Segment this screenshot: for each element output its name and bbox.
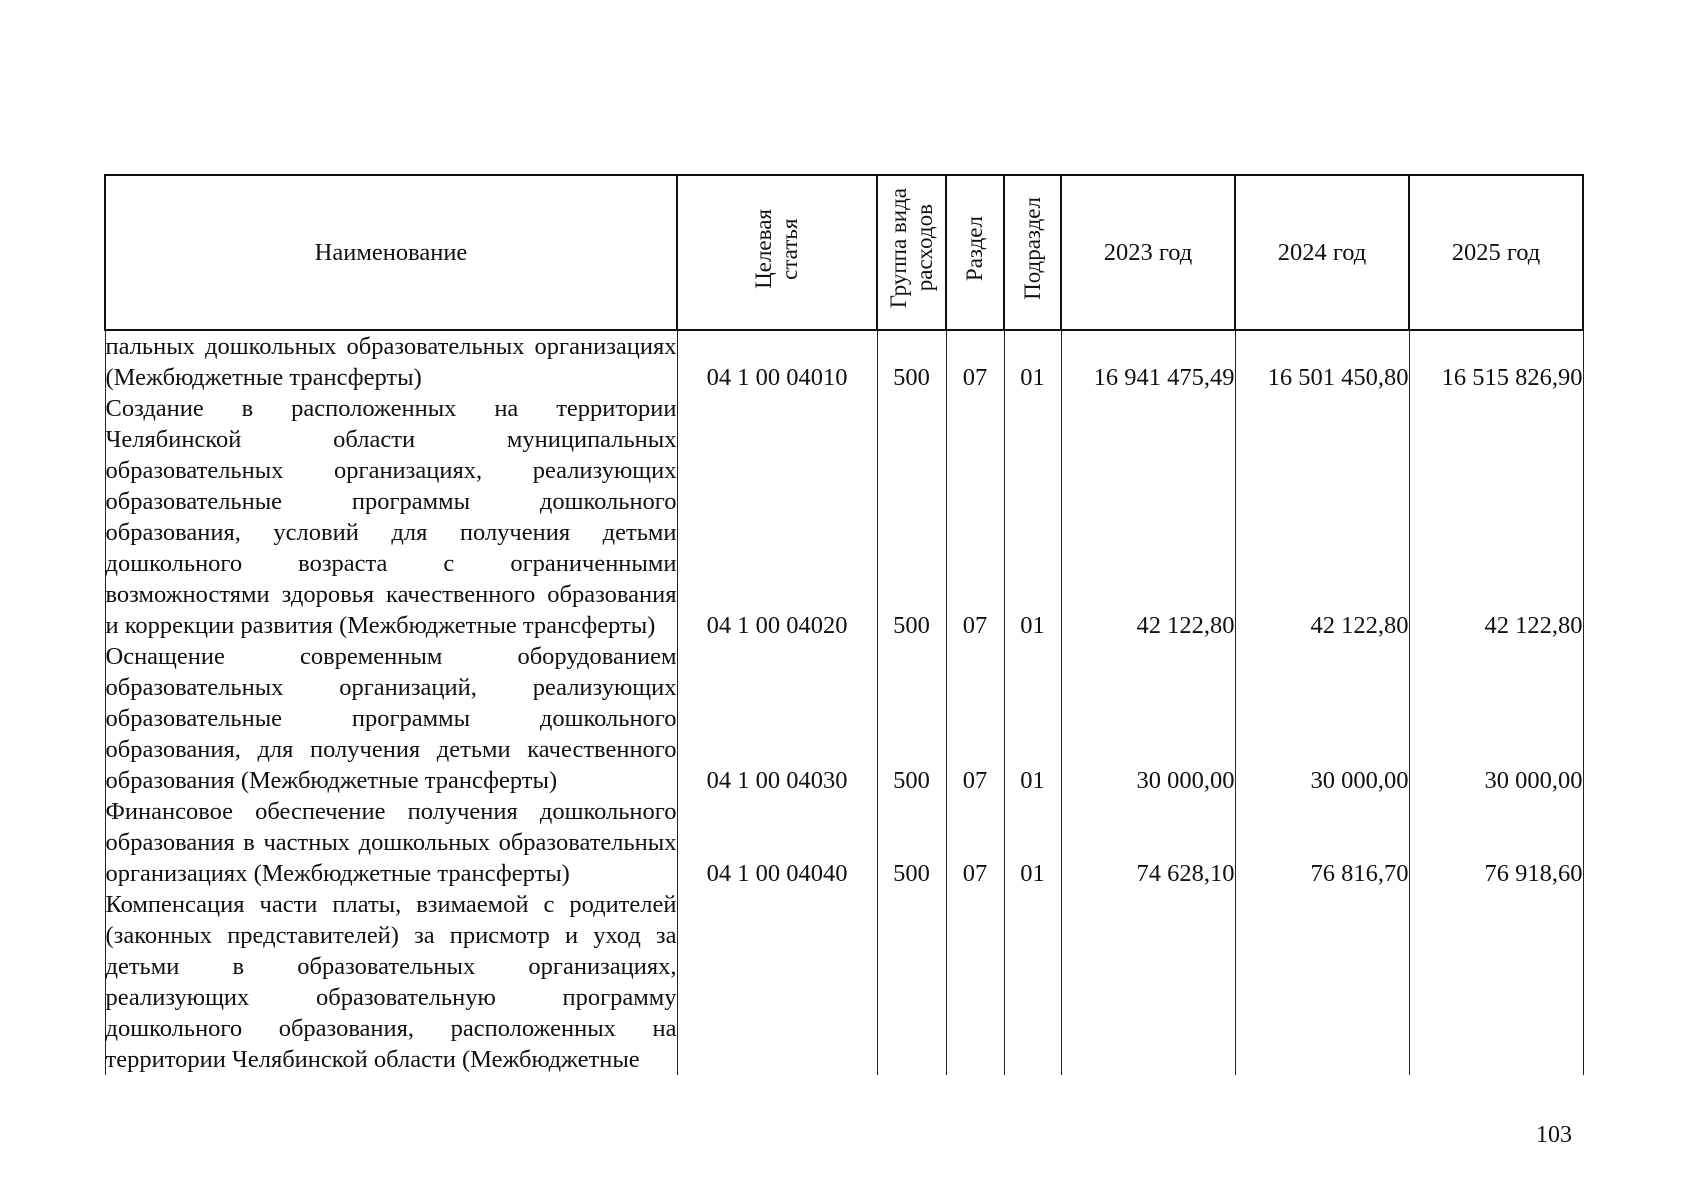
- row-name: Создание в расположенных на территории Челябинской области муниципальных образовательных организациях, реализующих образовательные программы дошкольного образования, условий для получения детьми дошкольного возраста с ограниченными возможностями здоровья качественного образования и коррекции развития (Межбюджетные трансферты): [105, 395, 677, 639]
- row-code: [677, 889, 877, 1075]
- header-target-label: Целевая статья: [751, 208, 802, 289]
- row-amount-2024: 16 501 450,80: [1235, 330, 1409, 393]
- row-amount-2025: 16 515 826,90: [1409, 330, 1583, 393]
- row-amount-2023: 74 628,10: [1061, 796, 1235, 889]
- row-amount-2025: 76 918,60: [1409, 796, 1583, 889]
- row-group: 500: [877, 393, 946, 641]
- header-group-label: Группа вида расходов: [885, 188, 937, 309]
- header-row: [105, 175, 1583, 330]
- row-amount-2024: 30 000,00: [1235, 641, 1409, 796]
- table-row: [105, 796, 1583, 889]
- header-year-2023: 2023 год: [1061, 175, 1235, 330]
- table-row: [105, 889, 1583, 1075]
- header-section: [946, 175, 1004, 330]
- header-section-label: Раздел: [962, 215, 987, 282]
- row-amount-2023: 42 122,80: [1061, 393, 1235, 641]
- header-year-2024: 2024 год: [1235, 175, 1409, 330]
- row-group: 500: [877, 330, 946, 393]
- row-amount-2025: 42 122,80: [1409, 393, 1583, 641]
- table-row: [105, 330, 1583, 393]
- row-group: 500: [877, 641, 946, 796]
- row-section: 07: [946, 796, 1004, 889]
- header-year-2025: 2025 год: [1409, 175, 1583, 330]
- row-code: 04 1 00 04040: [677, 796, 877, 889]
- row-amount-2025: [1409, 889, 1583, 1075]
- header-group: [877, 175, 946, 330]
- header-subsection: [1004, 175, 1061, 330]
- header-subsection-label: Подраздел: [1019, 197, 1045, 300]
- row-amount-2023: 16 941 475,49: [1061, 330, 1235, 393]
- header-name: Наименование: [105, 175, 677, 330]
- page-number: 103: [1536, 1122, 1572, 1148]
- row-section: 07: [946, 393, 1004, 641]
- row-section: 07: [946, 641, 1004, 796]
- row-amount-2024: [1235, 889, 1409, 1075]
- row-amount-2024: 42 122,80: [1235, 393, 1409, 641]
- row-name: пальных дошкольных образовательных организациях (Межбюджетные трансферты): [105, 330, 677, 393]
- row-subsection: 01: [1004, 330, 1061, 393]
- table-row: [105, 641, 1583, 796]
- row-amount-2023: [1061, 889, 1235, 1075]
- row-subsection: 01: [1004, 641, 1061, 796]
- row-code: 04 1 00 04010: [677, 330, 877, 393]
- row-name: Компенсация части платы, взимаемой с родителей (законных представителей) за присмотр и уход за детьми в образовательных организациях, реализующих образовательную программу дошкольного образования, расположенных на территории Челябинской области (Межбюджетные: [105, 891, 677, 1073]
- row-subsection: 01: [1004, 393, 1061, 641]
- row-amount-2024: 76 816,70: [1235, 796, 1409, 889]
- budget-table: [104, 174, 1584, 1075]
- row-name: Оснащение современным оборудованием образовательных организаций, реализующих образовательные программы дошкольного образования, для получения детьми качественного образования (Межбюджетные трансферты): [105, 643, 677, 794]
- row-name: Финансовое обеспечение получения дошкольного образования в частных дошкольных образовательных организациях (Межбюджетные трансферты): [105, 798, 677, 887]
- row-code: 04 1 00 04020: [677, 393, 877, 641]
- row-amount-2023: 30 000,00: [1061, 641, 1235, 796]
- row-amount-2025: 30 000,00: [1409, 641, 1583, 796]
- table-row: [105, 393, 1583, 641]
- row-section: 07: [946, 330, 1004, 393]
- row-group: [877, 889, 946, 1075]
- row-group: 500: [877, 796, 946, 889]
- row-section: [946, 889, 1004, 1075]
- row-code: 04 1 00 04030: [677, 641, 877, 796]
- header-target: [677, 175, 877, 330]
- row-subsection: 01: [1004, 796, 1061, 889]
- row-subsection: [1004, 889, 1061, 1075]
